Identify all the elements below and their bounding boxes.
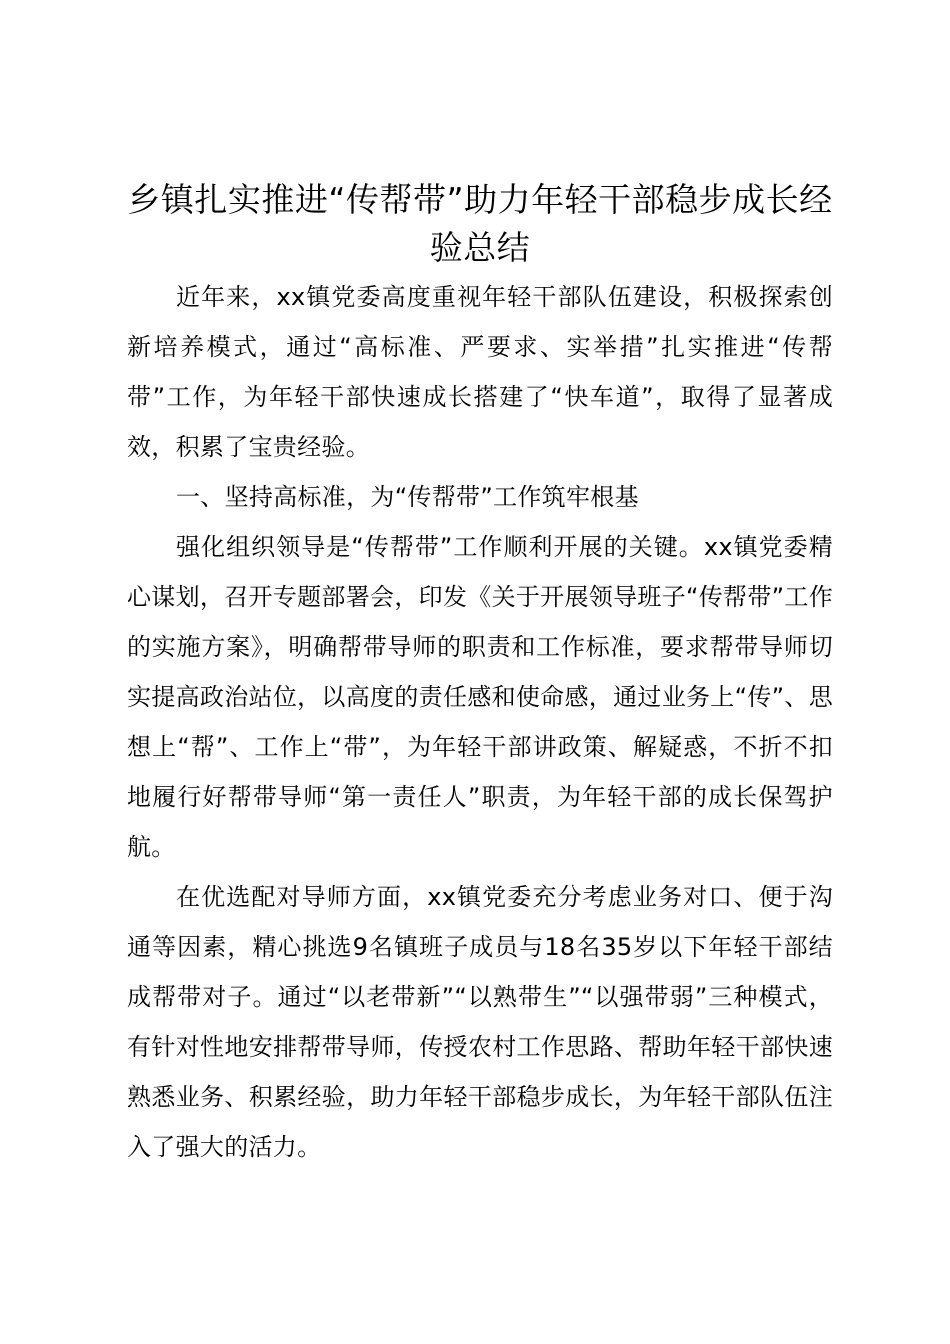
body-paragraph-2: 在优选配对导师方面，xx镇党委充分考虑业务对口、便于沟通等因素，精心挑选9名镇班子成员与18名35岁以下年轻干部结成帮带对子。通过“以老带新”“以熟带生”“以强带弱”三种模式，有针对性地安排帮带导师，传授农村工作思路、帮助年轻干部快速熟悉业务、积累经验，助力年轻干部稳步成长，为年轻干部队伍注入了强大的活力。 <box>127 883 833 1161</box>
section-heading-1: 一、坚持高标准，为“传帮带”工作筑牢根基 <box>176 483 639 511</box>
document-title: 乡镇扎实推进“传帮带”助力年轻干部稳步成长经验总结 <box>127 180 833 267</box>
intro-paragraph: 近年来，xx镇党委高度重视年轻干部队伍建设，积极探索创新培养模式，通过“高标准、严要求、实举措”扎实推进“传帮带”工作，为年轻干部快速成长搭建了“快车道”，取得了显著成效，积累了宝贵经验。 <box>127 283 833 461</box>
document-page <box>127 176 833 1172</box>
body-paragraph-1: 强化组织领导是“传帮带”工作顺利开展的关键。xx镇党委精心谋划，召开专题部署会，印发《关于开展领导班子“传帮带”工作的实施方案》，明确帮带导师的职责和工作标准，要求帮带导师切实提高政治站位，以高度的责任感和使命感，通过业务上“传”、思想上“帮”、工作上“带”，为年轻干部讲政策、解疑惑，不折不扣地履行好帮带导师“第一责任人”职责，为年轻干部的成长保驾护航。 <box>127 533 833 861</box>
